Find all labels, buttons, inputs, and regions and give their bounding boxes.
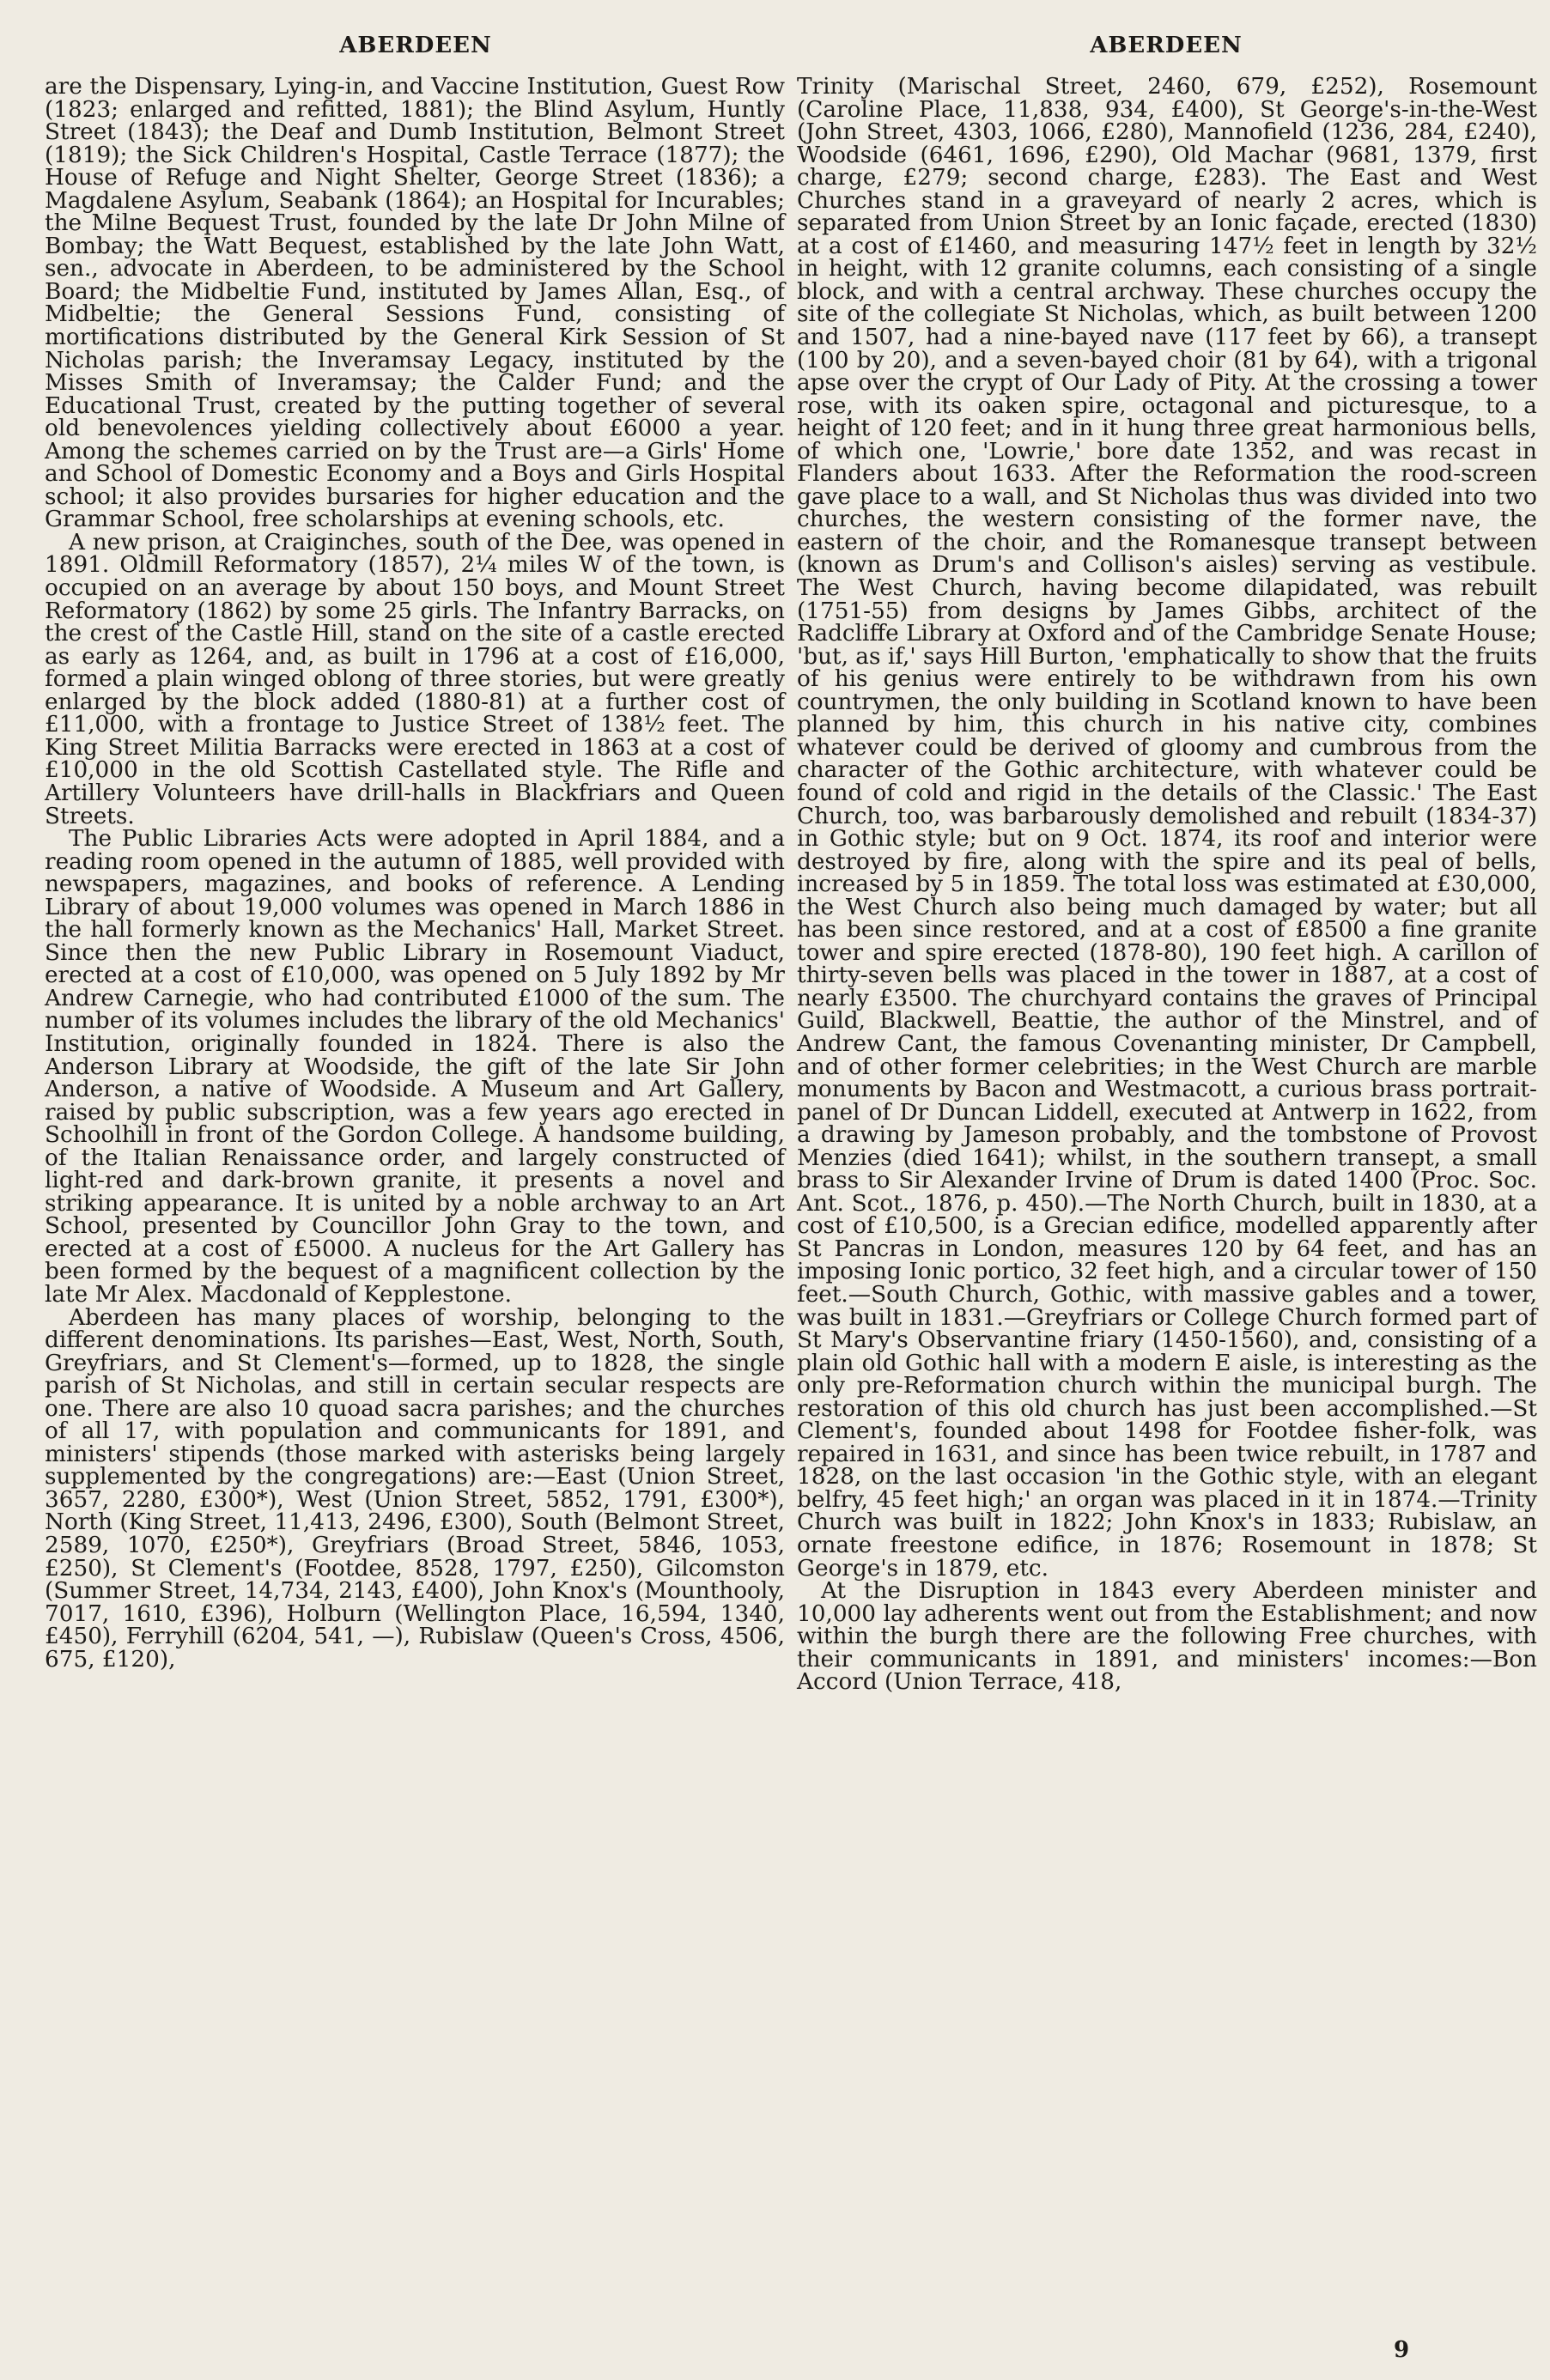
paragraph: Trinity (Marischal Street, 2460, 679, £252), Rosemount (Caroline Place, 11,838, 934, £400), St George's-in-the-West (John Street, 4303, 1066, £280), Mannofield (1236, 284, £240), Woodside (6461, 1696, £290), Old Machar (9681, 1379, first charge, £279; second charge, £283). The East and West Churches stand in a graveyard of nearly 2 acres, which is separated from Union Street by an Ionic façade, erected (1830) at a cost of £1460, and measuring 147½ feet in length by 32½ in height, with 12 granite columns, each consisting of a single block, and with a central archway. These churches occupy the site of the collegiate St Nicholas, which, as built between 1200 and 1507, had a nine-bayed nave (117 feet by 66), a transept (100 by 20), and a seven-bayed choir (81 by 64), with a trigonal apse over the crypt of Our Lady of Pity. At the crossing a tower rose, with its oaken spire, octagonal and picturesque, to a height of 120 feet; and in it hung three great harmonious bells, of which one, 'Lowrie,' bore date 1352, and was recast in Flanders about 1633. After the Reformation the rood-screen gave place to a wall, and St Nicholas thus was divided into two churches, the western consisting of the former nave, the eastern of the choir, and the Romanesque transept between (known as Drum's and Collison's aisles) serving as vestibule. The West Church, having become dilapidated, was rebuilt (1751-55) from designs by James Gibbs, architect of the Radcliffe Library at Oxford and of the Cambridge Senate House; 'but, as if,' says Hill Burton, 'emphatically to show that the fruits of his genius were entirely to be withdrawn from his own countrymen, the only building in Scotland known to have been planned by him, this church in his native city, combines whatever could be derived of gloomy and cumbrous from the character of the Gothic architecture, with whatever could be found of cold and rigid in the details of the Classic.' The East Church, too, was barbarously demolished and rebuilt (1834-37) in Gothic style; but on 9 Oct. 1874, its roof and interior were destroyed by fire, along with the spire and its peal of bells, increased by 5 in 1859. The total loss was estimated at £30,000, the West Church also being much damaged by water; but all has been since restored, and at a cost of £8500 a fine granite tower and spire erected (1878-80), 190 feet high. A carillon of thirty-seven bells was placed in the tower in 1887, at a cost of nearly £3500. The churchyard contains the graves of Principal Guild, Blackwell, Beattie, the author of the Minstrel, and of Andrew Cant, the famous Covenanting minister, Dr Campbell, and of other former celebrities; in the West Church are marble monuments by Bacon and Westmacott, a curious brass portrait-panel of Dr Duncan Liddell, executed at Antwerp in 1622, from a drawing by Jameson probably, and the tombstone of Provost Menzies (died 1641); whilst, in the southern transept, a small brass to Sir Alexander Irvine of Drum is dated 1400 (Proc. Soc. Ant. Scot., 1876, p. 450).—The North Church, built in 1830, at a cost of £10,500, is a Grecian edifice, modelled apparently after St Pancras in London, measures 120 by 64 feet, and has an imposing Ionic portico, 32 feet high, and a circular tower of 150 feet.—South Church, Gothic, with massive gables and a tower, was built in 1831.—Greyfriars or College Church formed part of St Mary's Observantine friary (1450-1560), and, consisting of a plain old Gothic hall with a modern E aisle, is interesting as the only pre-Reformation church within the municipal burgh. The restoration of this old church has just been accomplished.—St Clement's, founded about 1498 for Footdee fisher-folk, was repaired in 1631, and since has been twice rebuilt, in 1787 and 1828, on the last occasion 'in the Gothic style, with an elegant belfry, 45 feet high;' an organ was placed in it in 1874.—Trinity Church was built in 1822; John Knox's in 1833; Rubislaw, an ornate freestone edifice, in 1876; Rosemount in 1878; St George's in 1879, etc. bbox=[797, 74, 1537, 1582]
left-column bbox=[45, 76, 785, 1671]
paragraph: Aberdeen has many places of worship, belonging to the different denominations. Its parishes—East, West, North, South, Greyfriars, and St Clement's—formed, up to 1828, the single parish of St Nicholas, and still in certain secular respects are one. There are also 10 quoad sacra parishes; and the churches of all 17, with population and communicants for 1891, and ministers' stipends (those marked with asterisks being largely supplemented by the congregations) are:—East (Union Street, 3657, 2280, £300*), West (Union Street, 5852, 1791, £300*), North (King Street, 11,413, 2496, £300), South (Belmont Street, 2589, 1070, £250*), Greyfriars (Broad Street, 5846, 1053, £250), St Clement's (Footdee, 8528, 1797, £250), Gilcomston (Summer Street, 14,734, 2143, £400), John Knox's (Mounthooly, 7017, 1610, £396), Holburn (Wellington Place, 16,594, 1340, £450), Ferryhill (6204, 541, —), Rubislaw (Queen's Cross, 4506, 675, £120), bbox=[45, 1304, 785, 1673]
right-column bbox=[797, 76, 1537, 1694]
running-header-right: ABERDEEN bbox=[1090, 33, 1243, 58]
paragraph: The Public Libraries Acts were adopted in April 1884, and a reading room opened in the autumn of 1885, well provided with newspapers, magazines, and books of reference. A Lending Library of about 19,000 volumes was opened in March 1886 in the hall formerly known as the Mechanics' Hall, Market Street. Since then the new Public Library in Rosemount Viaduct, erected at a cost of £10,000, was opened on 5 July 1892 by Mr Andrew Carnegie, who had contributed £1000 of the sum. The number of its volumes includes the library of the old Mechanics' Institution, originally founded in 1824. There is also the Anderson Library at Woodside, the gift of the late Sir John Anderson, a native of Woodside. A Museum and Art Gallery, raised by public subscription, was a few years ago erected in Schoolhill in front of the Gordon College. A handsome building, of the Italian Renaissance order, and largely constructed of light-red and dark-brown granite, it presents a novel and striking appearance. It is united by a noble archway to an Art School, presented by Councillor John Gray to the town, and erected at a cost of £5000. A nucleus for the Art Gallery has been formed by the bequest of a magnificent collection by the late Mr Alex. Macdonald of Kepplestone. bbox=[45, 826, 785, 1308]
paragraph: A new prison, at Craiginches, south of the Dee, was opened in 1891. Oldmill Reformatory (1857), 2¼ miles W of the town, is occupied on an average by about 150 boys, and Mount Street Reformatory (1862) by some 25 girls. The Infantry Barracks, on the crest of the Castle Hill, stand on the site of a castle erected as early as 1264, and, as built in 1796 at a cost of £16,000, formed a plain winged oblong of three stories, but were greatly enlarged by the block added (1880-81) at a further cost of £11,000, with a frontage to Justice Street of 138½ feet. The King Street Militia Barracks were erected in 1863 at a cost of £10,000 in the old Scottish Castellated style. The Rifle and Artillery Volunteers have drill-halls in Blackfriars and Queen Streets. bbox=[45, 529, 785, 829]
running-header-left: ABERDEEN bbox=[339, 33, 492, 58]
paragraph: are the Dispensary, Lying-in, and Vaccine Institution, Guest Row (1823; enlarged and refitted, 1881); the Blind Asylum, Huntly Street (1843); the Deaf and Dumb Institution, Belmont Street (1819); the Sick Children's Hospital, Castle Terrace (1877); the House of Refuge and Night Shelter, George Street (1836); a Magdalene Asylum, Seabank (1864); an Hospital for Incurables; the Milne Bequest Trust, founded by the late Dr John Milne of Bombay; the Watt Bequest, established by the late John Watt, sen., advocate in Aberdeen, to be administered by the School Board; the Midbeltie Fund, instituted by James Allan, Esq., of Midbeltie; the General Sessions Fund, consisting of mortifications distributed by the General Kirk Session of St Nicholas parish; the Inveramsay Legacy, instituted by the Misses Smith of Inveramsay; the Calder Fund; and the Educational Trust, created by the putting together of several old benevolences yielding collectively about £6000 a year. Among the schemes carried on by the Trust are—a Girls' Home and School of Domestic Economy and a Boys and Girls Hospital school; it also provides bursaries for higher education and the Grammar School, free scholarships at evening schools, etc. bbox=[45, 74, 785, 533]
page-number: 9 bbox=[1393, 2337, 1410, 2363]
paragraph: At the Disruption in 1843 every Aberdeen minister and 10,000 lay adherents went out from the Establishment; and now within the burgh there are the following Free churches, with their communicants in 1891, and ministers' incomes:—Bon Accord (Union Terrace, 418, bbox=[797, 1578, 1537, 1696]
